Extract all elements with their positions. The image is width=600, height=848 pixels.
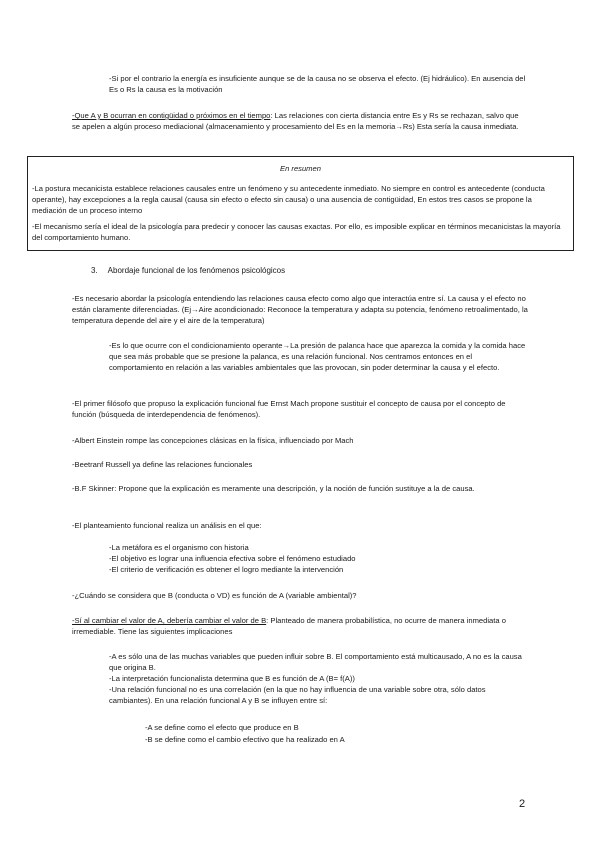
summary-title: En resumen — [280, 164, 321, 173]
implications-list — [109, 651, 527, 706]
russell-text: -Beetranf Russell ya define las relaciones funcionales — [72, 460, 253, 469]
section-number: 3. — [91, 266, 98, 275]
page-number: 2 — [519, 798, 526, 810]
section-heading — [91, 265, 285, 276]
question-paragraph — [72, 590, 528, 601]
list-item: -La interpretación funcionalista determina que B es función de A (B= f(A)) — [109, 674, 355, 683]
mach-paragraph — [72, 398, 528, 420]
mutual-list — [145, 722, 525, 746]
question-text: -¿Cuándo se considera que B (conducta o VD) es función de A (variable ambiental)? — [72, 591, 357, 600]
list-item: -A se define como el efecto que produce en B — [145, 723, 299, 732]
russell-paragraph — [72, 459, 528, 470]
summary-paragraph-1: -La postura mecanicista establece relaciones causales entre un fenómeno y su antecedente inmediato. No siempre en control es antecedente (conducta operante), hay excepciones a la regla causal (causa sin efecto o efecto sin causa) o una ausencia de contigüidad, En estos tres casos se propone la mediación de un proceso interno — [32, 184, 545, 215]
einstein-text: -Albert Einstein rompe las concepciones clásicas en la física, influenciado por Mach — [72, 436, 354, 445]
einstein-paragraph — [72, 435, 528, 446]
operant-text: -Es lo que ocurre con el condicionamiento operante→La presión de palanca hace que aparezca la comida y la comida hace que sea más probable que se presione la palanca, es una relación funcional. Nos centramos entonces en el comportamiento en relación a las variables ambientales que las provocan, sin poder determinar la causa y el efecto. — [109, 341, 526, 372]
contiguity-paragraph — [72, 110, 528, 132]
skinner-text: -B.F Skinner: Propone que la explicación es meramente una descripción, y la noción de función sustituye a la de causa. — [72, 484, 475, 493]
summary-paragraph-2: -El mecanismo sería el ideal de la psicología para predecir y conocer las causas exactas. Por ello, es imposible explicar en términos mecanicistas la mayoría del comportamiento humano. — [32, 222, 561, 242]
approach-text: -El planteamiento funcional realiza un análisis en el que: — [72, 521, 262, 530]
interaction-paragraph — [72, 293, 528, 326]
summary-box — [27, 156, 574, 251]
list-item: -El objetivo es lograr una influencia efectiva sobre el fenómeno estudiado — [109, 554, 356, 563]
interaction-text: -Es necesario abordar la psicología entendiendo las relaciones causa efecto como algo que interactúa entre sí. La causa y el efecto no están claramente diferenciadas. (Ej→Aire acondicionado: Reconoce la temperatura y adapta su potencia, fenómeno retroalimentado, la temperatura depende del aire y el aire de la temperatura) — [72, 294, 528, 325]
section-title: Abordaje funcional de los fenómenos psicológicos — [107, 266, 286, 275]
approach-paragraph — [72, 520, 528, 531]
list-item: -B se define como el cambio efectivo que ha realizado en A — [145, 735, 345, 744]
answer-lead: -Sí al cambiar el valor de A, debería cambiar el valor de B — [72, 616, 267, 625]
list-item: -El criterio de verificación es obtener el logro mediante la intervención — [109, 565, 344, 574]
skinner-paragraph — [72, 483, 528, 494]
intro-bullet-text: -Si por el contrario la energía es insuficiente aunque se de la causa no se observa el efecto. (Ej hidráulico). En ausencia del Es o Rs la causa es la motivación — [109, 74, 526, 94]
list-item: -A es sólo una de las muchas variables que pueden influir sobre B. El comportamiento está multicausado, A no es la causa que origina B. — [109, 652, 522, 672]
operant-paragraph — [109, 340, 527, 373]
list-item: -Una relación funcional no es una correlación (en la que no hay influencia de una variable sobre otra, sólo datos cambiantes). En una relación funcional A y B se influyen entre sí: — [109, 685, 486, 705]
intro-bullet — [109, 73, 529, 95]
contiguity-lead: -Que A y B ocurran en contigüidad o próximos en el tiempo — [72, 111, 271, 120]
answer-rest: : Planteado de manera probabilística, no ocurre de manera inmediata o irremediable. Tiene las siguientes implicaciones — [72, 616, 506, 636]
mach-text: -El primer filósofo que propuso la explicación funcional fue Ernst Mach propone sustituir el concepto de causa por el concepto de función (búsqueda de interdependencia de fenómenos). — [72, 399, 506, 419]
answer-paragraph — [72, 615, 528, 637]
approach-list — [109, 542, 527, 575]
contiguity-rest: : Las relaciones con cierta distancia entre Es y Rs se rechazan, salvo que se apelen a algún proceso mediacional (almacenamiento y procesamiento del Es en la memoria→Rs) Esta sería la causa inmediata. — [72, 111, 519, 131]
list-item: -La metáfora es el organismo con historia — [109, 543, 249, 552]
